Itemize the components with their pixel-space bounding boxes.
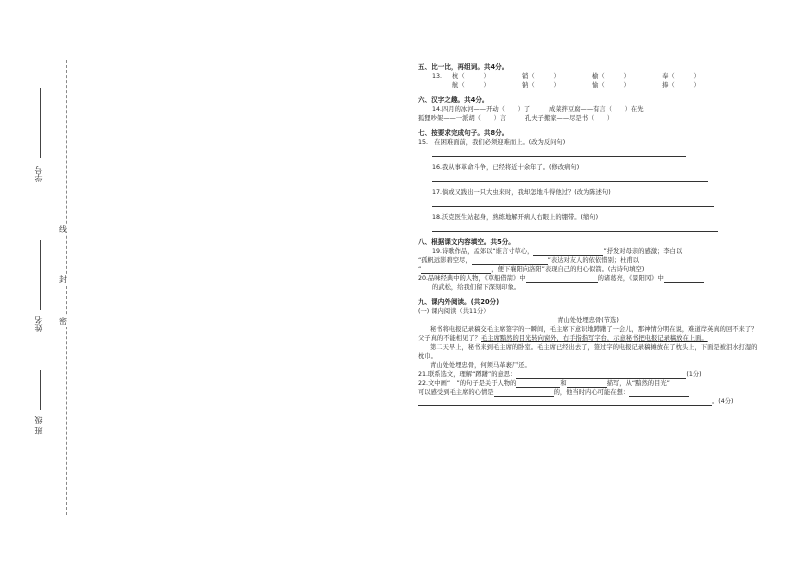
q16-answer-line[interactable] bbox=[432, 172, 708, 182]
q13-item[interactable]: 航（ ） bbox=[452, 82, 490, 89]
q19-text: ，便下襄阳向洛阳”表现自己的归心似箭。(古诗句填空) bbox=[491, 266, 645, 273]
q15-prompt: 15. 在困难面前，我们必须迎难而上。(改为反问句) bbox=[418, 139, 566, 146]
q19-line1 bbox=[432, 247, 758, 256]
section5-row1 bbox=[418, 72, 758, 81]
section5-title: 五、比一比，再组词。共4分。 bbox=[418, 63, 509, 71]
underlined-sentence: 毛主席黯然的目光转向窗外，右手指指写字台，示意秘书把电报记录稿放在上面。 bbox=[480, 335, 708, 342]
name-field[interactable] bbox=[40, 240, 41, 310]
passage-title: 青山处处埋忠骨(节选) bbox=[557, 317, 619, 324]
binding-line bbox=[66, 60, 67, 515]
q22-text: 22.文中画“ ”的句子是关于人物的 bbox=[418, 380, 517, 387]
seal-word-line: 线 bbox=[59, 225, 67, 234]
q19-text: ”抒发对母亲的感激；李白以 bbox=[603, 248, 683, 255]
q22-text: 的，他当时内心可能在想： bbox=[553, 389, 630, 396]
class-label: 班 级 bbox=[34, 416, 43, 435]
q22-blank[interactable] bbox=[516, 380, 560, 388]
passage-paragraph: 第二天早上，秘书来到毛主席的卧室。毛主席已经出去了，签过字的电报记录稿摊放在了枕头上，下面是被泪水打湿的枕巾。 bbox=[418, 344, 758, 360]
class-field[interactable] bbox=[40, 370, 41, 410]
q13-item[interactable]: 榆（ ） bbox=[592, 73, 630, 80]
section9-subtitle: (一) 课内阅读（共11分） bbox=[418, 308, 490, 315]
q22-line2 bbox=[418, 388, 758, 397]
student-id-label: 学号 bbox=[34, 166, 43, 182]
q13-item[interactable]: 奉（ ） bbox=[662, 73, 700, 80]
q18-prompt: 18.沃克医生站起身，熟练地解开病人右眼上的绷带。(缩句) bbox=[432, 214, 599, 221]
q19-blank[interactable] bbox=[472, 257, 548, 265]
q14-line1[interactable]: 14.四月的冰河——开动（ ）了 成菜拌豆腐——有言（ ）在先 bbox=[432, 106, 644, 113]
q19-blank[interactable] bbox=[421, 266, 491, 274]
q17-prompt: 17.倘或又践出一只大虫来时，我却怎地斗得他过？(改为陈述句) bbox=[432, 189, 611, 196]
q20-blank[interactable] bbox=[526, 275, 598, 283]
q22-blank[interactable] bbox=[629, 389, 689, 397]
q22-blank[interactable] bbox=[494, 389, 554, 397]
q20-text: 20.品味经典中的人物，《草船借箭》中 bbox=[418, 275, 526, 282]
q19-text: “ bbox=[418, 266, 422, 273]
q20-text: 的武松，给我们留下深刻印象。 bbox=[432, 284, 521, 291]
q13-number: 13. bbox=[432, 73, 443, 80]
section5-row2 bbox=[418, 81, 758, 90]
passage-text: 秘书将电报记录稿交毛主席签字的一瞬间，毛主席下意识地蹲躇了一会儿，那神情分明在说，难道岸英真的回不来了？父子真的不能相见了？ bbox=[418, 326, 758, 342]
q21-blank[interactable] bbox=[516, 371, 686, 379]
q19-text: 19.诗歌作品，孟郊以“谁言寸草心， bbox=[432, 248, 534, 255]
q19-line2 bbox=[418, 256, 758, 265]
q13-item[interactable]: 销（ ） bbox=[522, 73, 560, 80]
q22-blank[interactable] bbox=[567, 380, 607, 388]
name-label: 姓名 bbox=[34, 316, 43, 332]
q13-item[interactable]: 钠（ ） bbox=[522, 82, 560, 89]
seal-word-secret: 密 bbox=[59, 317, 67, 326]
q20-line1 bbox=[418, 274, 758, 283]
q15-answer-line[interactable] bbox=[432, 147, 686, 157]
q21-line bbox=[418, 370, 758, 379]
q19-line3 bbox=[418, 265, 758, 274]
q17-answer-line[interactable] bbox=[432, 197, 714, 207]
q16-prompt: 16.我从事革命斗争，已经将近十余年了。(修改病句) bbox=[432, 164, 580, 171]
q21-score: (1分) bbox=[686, 371, 702, 378]
section9-title: 九、课内外阅读。(共20分) bbox=[418, 298, 500, 306]
q13-item[interactable]: 愉（ ） bbox=[592, 82, 630, 89]
q20-text: 的诸葛亮，《景阳冈》中 bbox=[597, 275, 664, 282]
q14-line2[interactable]: 狐狸吵架——一派胡（ ）言 孔夫子搬家——尽是书（ ） bbox=[418, 115, 614, 122]
q22-line3 bbox=[418, 397, 758, 406]
seal-word-seal: 封 bbox=[59, 275, 67, 284]
student-id-field[interactable] bbox=[40, 88, 41, 158]
q22-text: 可以感受到毛主席的心情是 bbox=[418, 389, 494, 396]
section8-title: 八、根据课文内容填空。共5分。 bbox=[418, 238, 515, 246]
q20-blank[interactable] bbox=[664, 275, 704, 283]
q20-line2 bbox=[432, 283, 758, 292]
passage-paragraph bbox=[418, 325, 758, 343]
q22-score: 。(4分) bbox=[712, 398, 734, 405]
section6-title: 六、汉字之趣。共4分。 bbox=[418, 96, 489, 104]
passage-paragraph: 青山处处埋忠骨，何须马革裹尸还。 bbox=[430, 362, 531, 369]
q19-text: “孤帆远影碧空尽， bbox=[418, 257, 472, 264]
q13-item[interactable]: 杭（ ） bbox=[452, 73, 490, 80]
q18-answer-line[interactable] bbox=[432, 222, 718, 232]
q13-item[interactable]: 捧（ ） bbox=[662, 82, 700, 89]
q21-text: 21.联系选文，理解“蹲躇”的意思： bbox=[418, 371, 517, 378]
q22-line1 bbox=[418, 379, 758, 388]
section7-title: 七、按要求完成句子。共8分。 bbox=[418, 129, 509, 137]
q22-text: 描写，从“黯然的目光” bbox=[606, 380, 670, 387]
q22-text: 和 bbox=[560, 380, 567, 387]
exam-sheet bbox=[418, 60, 758, 406]
q19-blank[interactable] bbox=[533, 248, 603, 256]
q22-blank[interactable] bbox=[418, 398, 712, 406]
q19-text: ”表达对友人的依依惜别；杜甫以 bbox=[547, 257, 640, 264]
